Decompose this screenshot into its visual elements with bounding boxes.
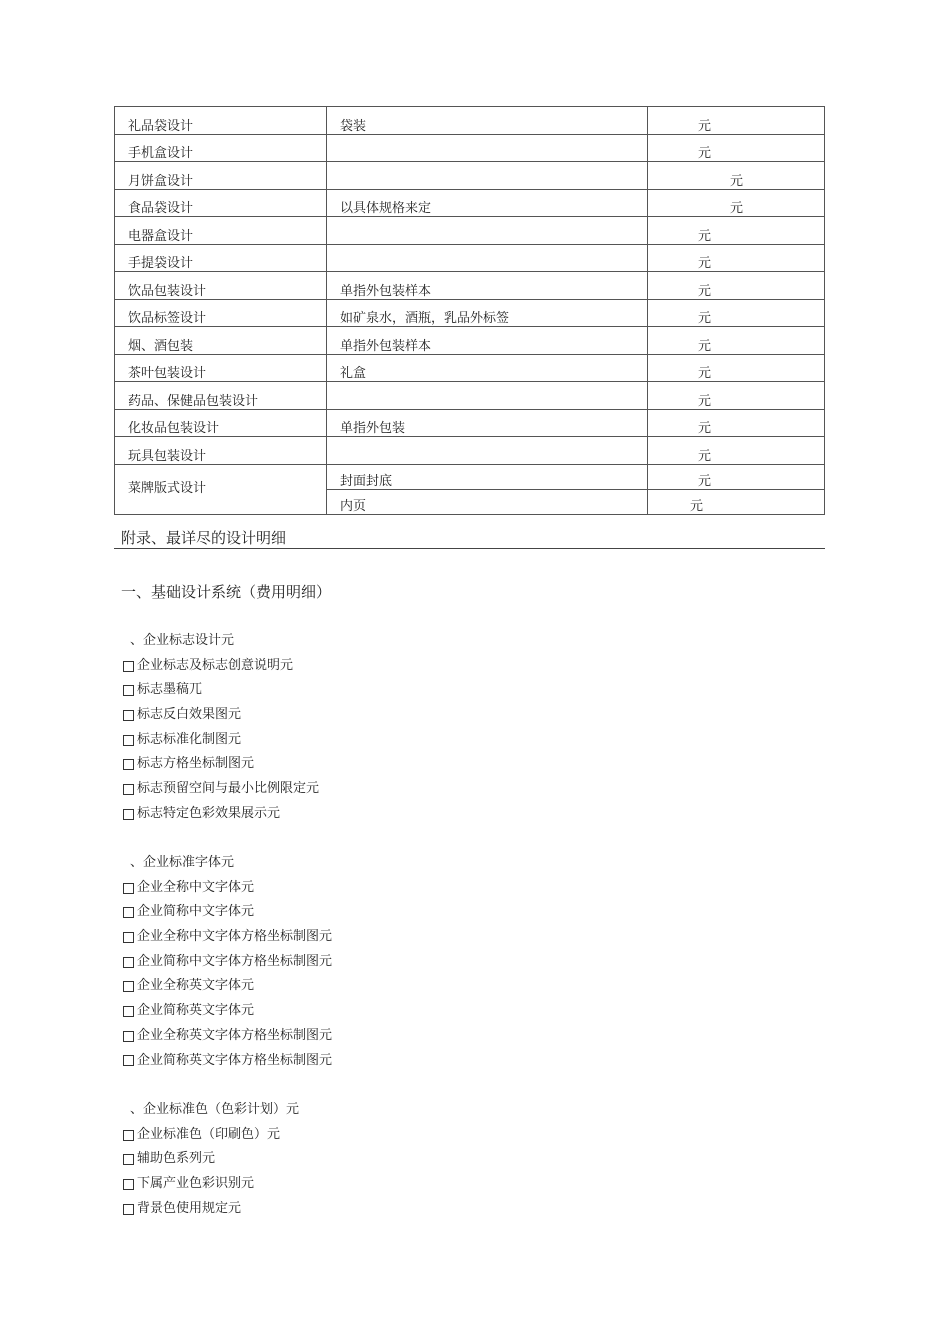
checkbox-icon[interactable] [123,710,134,721]
list-item [123,1147,299,1172]
item-price: 元 [698,283,712,299]
list-item [123,802,319,827]
list-item [123,728,319,753]
item-label: 标志预留空间与最小比例限定元 [137,781,320,797]
item-label: 企业简称中文字体方格坐标制图元 [137,953,333,969]
item-price: 元 [698,421,712,436]
item-price: 元 [730,173,744,189]
group-heading: 、企业标准字体元 [130,855,235,870]
list-item [123,1197,299,1222]
table-row [115,107,825,135]
item-label: 企业标志及标志创意说明元 [137,657,294,673]
item-name: 菜牌版式设计 [128,481,207,496]
item-name: 茶叶包装设计 [128,366,207,381]
checkbox-icon[interactable] [123,735,134,746]
item-name: 月饼盒设计 [128,173,194,189]
item-label: 标志标准化制图元 [137,731,242,747]
item-label: 企业简称英文字体元 [137,1003,255,1019]
list-item [123,950,332,975]
table-row [115,327,825,355]
table-row [115,244,825,272]
list-item [123,752,319,777]
item-note: 单指外包装样本 [340,338,432,354]
group-heading: 、企业标志设计元 [130,633,235,648]
table-row [115,354,825,382]
item-label: 下属产业色彩识别元 [137,1176,255,1192]
list-item [123,974,332,999]
item-label: 标志反白效果图元 [137,707,242,723]
list-item [123,654,319,679]
list-item [123,1123,299,1148]
list-item [123,1024,332,1049]
item-label: 企业标准色（印刷色）元 [137,1126,281,1142]
item-note: 单指外包装 [340,421,406,436]
checkbox-icon[interactable] [123,1055,134,1066]
list-item [123,900,332,925]
item-name: 食品袋设计 [128,201,194,216]
list-item [123,678,319,703]
item-label: 企业全称中文字体元 [137,879,255,895]
checkbox-icon[interactable] [123,661,134,672]
item-label: 企业简称英文字体方格坐标制图元 [137,1052,333,1068]
standard-font-group [123,851,332,1073]
table-row [115,217,825,245]
item-note: 封面封底 [340,473,393,489]
item-price: 元 [698,256,712,271]
item-price: 元 [698,393,712,409]
item-name: 手提袋设计 [128,256,194,271]
appendix-title: 附录、最详尽的设计明细 [114,528,825,549]
item-name: 饮品包装设计 [128,283,207,299]
checkbox-icon[interactable] [123,685,134,696]
item-price: 元 [698,473,712,489]
checkbox-icon[interactable] [123,1204,134,1215]
item-label: 标志特定色彩效果展示元 [137,805,281,821]
checkbox-icon[interactable] [123,932,134,943]
table-row [115,409,825,437]
item-note: 内页 [340,498,367,514]
checkbox-icon[interactable] [123,1031,134,1042]
item-note: 袋装 [340,118,367,134]
logo-design-group [123,629,319,827]
checkbox-icon[interactable] [123,907,134,918]
item-label: 背景色使用规定元 [137,1200,242,1216]
item-price: 元 [698,448,712,464]
item-price: 元 [698,338,712,354]
list-item [123,1172,299,1197]
item-note: 如矿泉水，酒瓶，乳品外标签 [340,311,510,326]
table-row [115,272,825,300]
checkbox-icon[interactable] [123,809,134,820]
list-item [123,703,319,728]
item-name: 饮品标签设计 [128,311,207,326]
table-row [115,134,825,162]
item-note: 礼盒 [340,366,367,381]
table-row [115,162,825,190]
item-name: 化妆品包装设计 [128,421,220,436]
item-name: 玩具包装设计 [128,448,207,464]
list-item [123,999,332,1024]
table-row [115,437,825,465]
table-row [115,189,825,217]
item-price: 元 [690,498,704,514]
item-note: 以具体规格来定 [340,201,432,216]
checkbox-icon[interactable] [123,1130,134,1141]
checkbox-icon[interactable] [123,759,134,770]
item-name: 药品、保健品包装设计 [128,393,259,409]
item-label: 企业全称英文字体元 [137,978,255,994]
table-row [115,382,825,410]
item-price: 元 [698,146,712,161]
checkbox-icon[interactable] [123,1179,134,1190]
section-title: 一、基础设计系统（费用明细） [121,583,332,601]
checkbox-icon[interactable] [123,1154,134,1165]
item-price: 元 [698,228,712,244]
item-name: 礼品袋设计 [128,118,194,134]
item-label: 辅助色系列元 [137,1151,216,1167]
list-item [123,777,319,802]
list-item [123,1049,332,1074]
group-heading: 、企业标准色（色彩计划）元 [130,1102,300,1117]
checkbox-icon[interactable] [123,883,134,894]
standard-color-group [123,1098,299,1221]
item-price: 元 [698,311,712,326]
checkbox-icon[interactable] [123,981,134,992]
item-price: 元 [730,201,744,216]
item-name: 手机盒设计 [128,146,194,161]
item-label: 企业全称英文字体方格坐标制图元 [137,1027,333,1043]
item-label: 企业全称中文字体方格坐标制图元 [137,929,333,945]
table-row [115,299,825,327]
item-label: 标志方格坐标制图元 [137,756,255,772]
item-price: 元 [698,118,712,134]
checkbox-icon[interactable] [123,784,134,795]
item-note: 单指外包装样本 [340,283,432,299]
item-name: 烟、酒包装 [128,338,194,354]
item-name: 电器盒设计 [128,228,194,244]
item-price: 元 [698,366,712,381]
price-table [114,106,825,515]
checkbox-icon[interactable] [123,957,134,968]
checkbox-icon[interactable] [123,1006,134,1017]
item-label: 标志墨稿兀 [137,682,203,698]
list-item [123,876,332,901]
table-row [115,464,825,489]
item-label: 企业简称中文字体元 [137,904,255,920]
list-item [123,925,332,950]
